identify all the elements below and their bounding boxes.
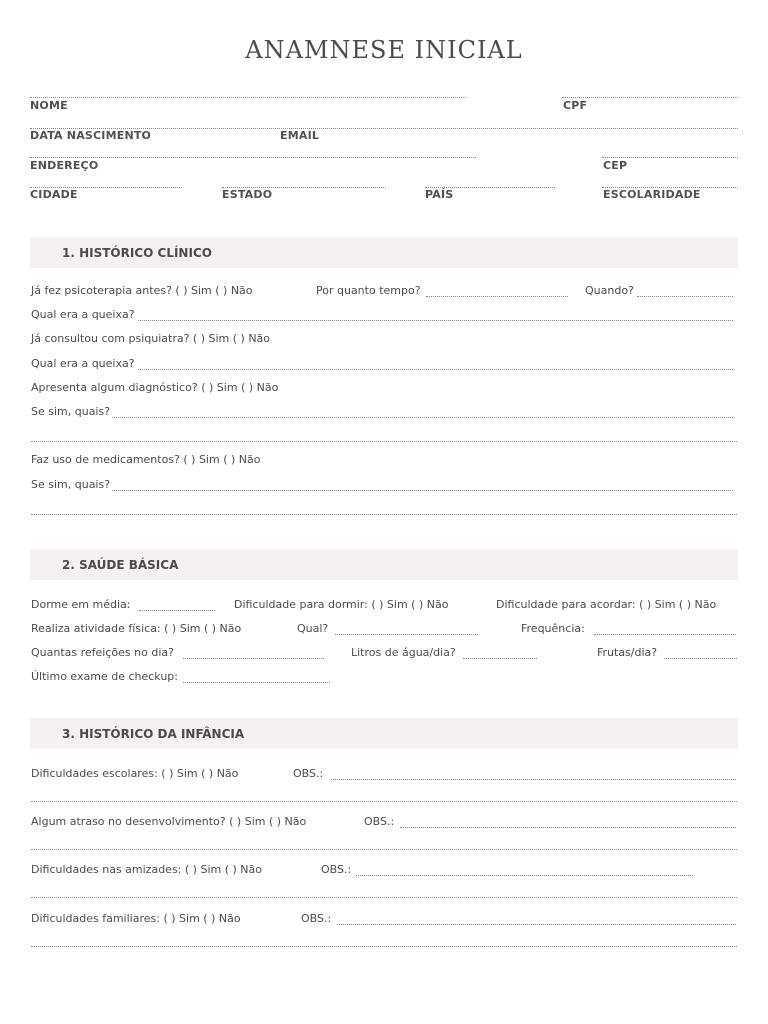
quais2-field-extra[interactable]: [31, 514, 737, 515]
atividade-question[interactable]: Realiza atividade física: ( ) Sim ( ) Não: [31, 622, 242, 635]
escolares-question[interactable]: Dificuldades escolares: ( ) Sim ( ) Não: [31, 767, 239, 780]
refeicoes-field[interactable]: [183, 658, 324, 659]
obs3-field-extra[interactable]: [31, 897, 737, 898]
cpf-line[interactable]: [562, 97, 738, 98]
obs2-field[interactable]: [400, 827, 736, 828]
checkup-field[interactable]: [183, 682, 330, 683]
obs1-field-extra[interactable]: [31, 801, 737, 802]
queixa2-field[interactable]: [138, 369, 733, 370]
estado-label: ESTADO: [222, 188, 273, 201]
checkup-label: Último exame de checkup:: [31, 670, 178, 683]
psiquiatra-question[interactable]: Já consultou com psiquiatra? ( ) Sim ( ) Não: [31, 332, 271, 345]
agua-label: Litros de água/dia?: [351, 646, 456, 659]
escolaridade-label: ESCOLARIDADE: [603, 188, 701, 201]
qual-label: Qual?: [297, 622, 329, 635]
endereco-line[interactable]: [30, 157, 476, 158]
section-historico-infancia: [30, 718, 738, 749]
frequencia-field[interactable]: [594, 634, 736, 635]
obs2-label: OBS.:: [364, 815, 395, 828]
endereco-label: ENDEREÇO: [30, 159, 99, 172]
dif-acordar-question[interactable]: Dificuldade para acordar: ( ) Sim ( ) Não: [496, 598, 717, 611]
refeicoes-label: Quantas refeições no dia?: [31, 646, 174, 659]
data-nascimento-label: DATA NASCIMENTO: [30, 129, 152, 142]
nome-line[interactable]: [30, 97, 466, 98]
page-title: ANAMNESE INICIAL: [245, 36, 523, 64]
cep-line[interactable]: [602, 157, 738, 158]
quais2-field[interactable]: [112, 490, 733, 491]
cpf-label: CPF: [563, 99, 588, 112]
pais-label: PAÍS: [425, 188, 454, 201]
dorme-field[interactable]: [139, 610, 215, 611]
obs1-label: OBS.:: [293, 767, 324, 780]
amizades-question[interactable]: Dificuldades nas amizades: ( ) Sim ( ) Não: [31, 863, 262, 876]
section-saude-basica: [30, 549, 738, 580]
section-title: 1. HISTÓRICO CLÍNICO: [62, 246, 212, 260]
quais1-label: Se sim, quais?: [31, 405, 111, 418]
dif-dormir-question[interactable]: Dificuldade para dormir: ( ) Sim ( ) Não: [234, 598, 449, 611]
obs3-label: OBS.:: [321, 863, 352, 876]
diagnostico-question[interactable]: Apresenta algum diagnóstico? ( ) Sim ( ) Não: [31, 381, 279, 394]
familiares-question[interactable]: Dificuldades familiares: ( ) Sim ( ) Não: [31, 912, 241, 925]
medicamentos-question[interactable]: Faz uso de medicamentos? ( ) Sim ( ) Não: [31, 453, 261, 466]
frutas-label: Frutas/dia?: [597, 646, 658, 659]
quais1-field[interactable]: [112, 417, 733, 418]
tempo-label: Por quanto tempo?: [316, 284, 421, 297]
section-historico-clinico: [30, 237, 738, 268]
dorme-label: Dorme em média:: [31, 598, 131, 611]
frequencia-label: Frequência:: [521, 622, 585, 635]
psicoterapia-question[interactable]: Já fez psicoterapia antes? ( ) Sim ( ) Não: [31, 284, 253, 297]
tempo-field[interactable]: [426, 296, 568, 297]
section-title: 2. SAÚDE BÁSICA: [62, 558, 179, 572]
obs4-label: OBS.:: [301, 912, 332, 925]
nome-label: NOME: [30, 99, 68, 112]
quando-label: Quando?: [585, 284, 634, 297]
quando-field[interactable]: [637, 296, 733, 297]
obs3-field[interactable]: [356, 875, 693, 876]
queixa1-label: Qual era a queixa?: [31, 308, 135, 321]
agua-field[interactable]: [463, 658, 537, 659]
cidade-label: CIDADE: [30, 188, 78, 201]
queixa1-field[interactable]: [138, 320, 733, 321]
qual-field[interactable]: [335, 634, 478, 635]
obs2-field-extra[interactable]: [31, 849, 737, 850]
obs4-field-extra[interactable]: [31, 946, 737, 947]
quais2-label: Se sim, quais?: [31, 478, 111, 491]
frutas-field[interactable]: [664, 658, 737, 659]
atraso-question[interactable]: Algum atraso no desenvolvimento? ( ) Sim ( ) Não: [31, 815, 307, 828]
email-label: EMAIL: [280, 129, 320, 142]
queixa2-label: Qual era a queixa?: [31, 357, 135, 370]
cep-label: CEP: [603, 159, 628, 172]
obs4-field[interactable]: [337, 924, 736, 925]
quais1-field-extra[interactable]: [31, 441, 737, 442]
section-title: 3. HISTÓRICO DA INFÂNCIA: [62, 727, 245, 741]
obs1-field[interactable]: [331, 779, 736, 780]
